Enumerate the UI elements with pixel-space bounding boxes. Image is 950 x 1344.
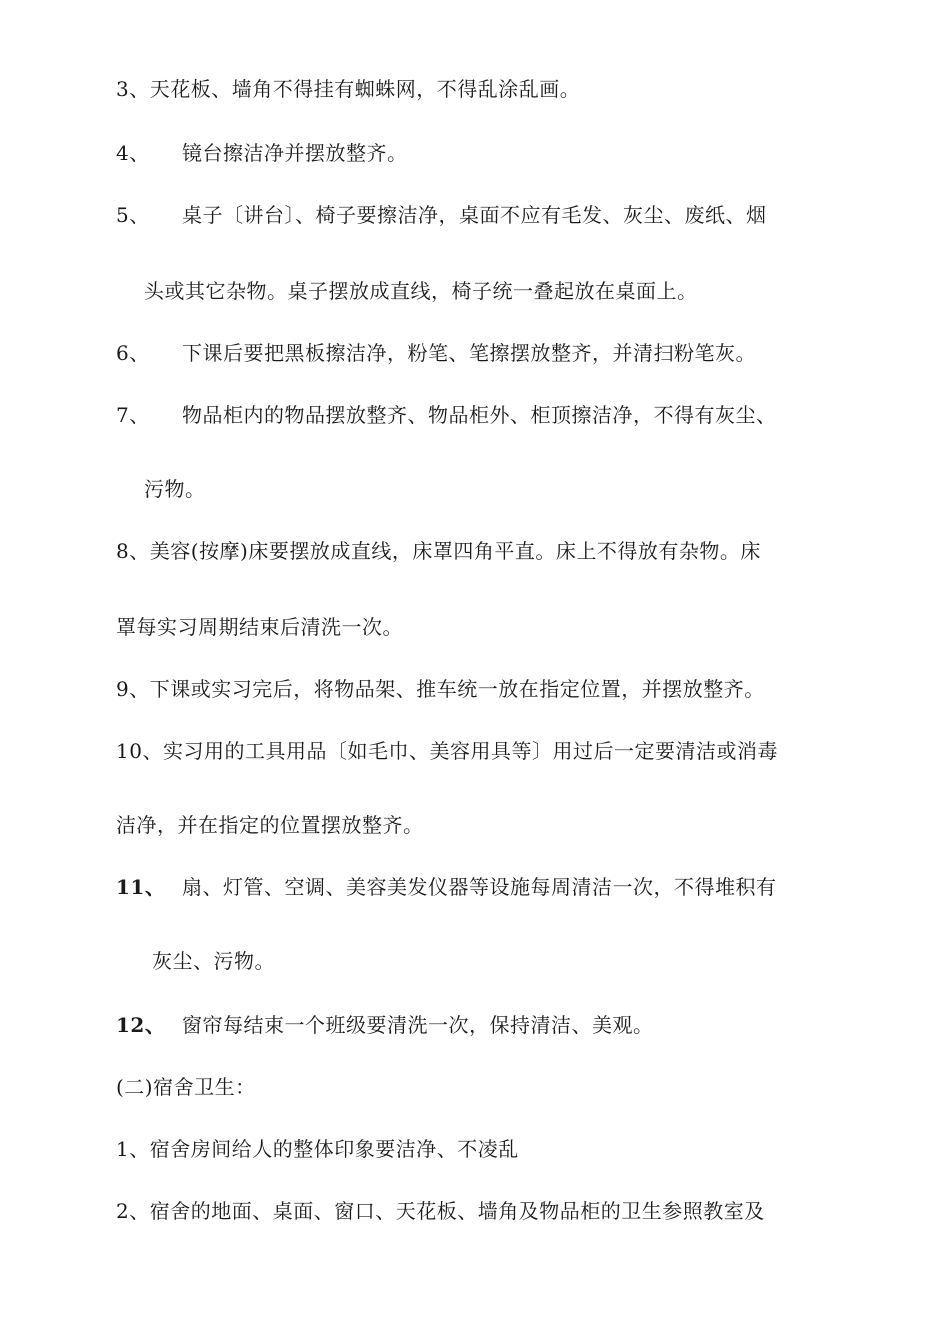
item-text: 天花板、墙角不得挂有蜘蛛网，不得乱涂乱画。 (149, 77, 581, 101)
item-number: 1、 (116, 1137, 150, 1161)
item-number: 3、 (116, 77, 150, 101)
item-number: 2、 (116, 1199, 150, 1223)
item-text: 物品柜内的物品摆放整齐、物品柜外、柜顶擦洁净，不得有灰尘、 (182, 403, 777, 427)
list-item-8 (116, 538, 761, 564)
list-item-11 (116, 874, 777, 900)
list-item-10-continuation (116, 812, 424, 838)
item-text: 桌子〔讲台〕、椅子要擦洁净，桌面不应有毛发、灰尘、废纸、烟 (182, 203, 767, 227)
item-text: 头或其它杂物。桌子摆放成直线，椅子统一叠起放在桌面上。 (144, 279, 698, 303)
item-text: 下课或实习完后，将物品架、推车统一放在指定位置，并摆放整齐。 (149, 677, 765, 701)
item-text: 窗帘每结束一个班级要清洗一次，保持清洁、美观。 (182, 1013, 654, 1037)
list-item-8-continuation (116, 614, 403, 640)
list-item-10 (116, 738, 778, 764)
list-item-7-continuation (144, 476, 206, 502)
dorm-item-2 (116, 1198, 765, 1224)
item-text: 宿舍房间给人的整体印象要洁净、不凌乱 (149, 1137, 519, 1161)
list-item-7 (116, 402, 777, 428)
section-heading-text: (二)宿舍卫生： (116, 1075, 256, 1099)
list-item-4 (116, 140, 408, 166)
item-text: 下课后要把黑板擦洁净，粉笔、笔擦摆放整齐，并清扫粉笔灰。 (182, 341, 756, 365)
item-text: 洁净，并在指定的位置摆放整齐。 (116, 813, 424, 837)
item-text: 罩每实习周期结束后清洗一次。 (116, 615, 403, 639)
item-text: 镜台擦洁净并摆放整齐。 (182, 141, 408, 165)
item-number: 7、 (116, 403, 150, 427)
item-text: 灰尘、污物。 (152, 949, 275, 973)
item-number: 12、 (116, 1013, 166, 1037)
item-number: 6、 (116, 341, 150, 365)
dorm-item-1 (116, 1136, 519, 1162)
item-number: 11、 (116, 875, 166, 899)
item-text: 美容(按摩)床要摆放成直线，床罩四角平直。床上不得放有杂物。床 (149, 539, 761, 563)
list-item-5-continuation (144, 278, 698, 304)
list-item-12 (116, 1012, 654, 1038)
item-number: 4、 (116, 141, 150, 165)
list-item-11-continuation (152, 948, 275, 974)
item-text: 污物。 (144, 477, 206, 501)
item-text: 实习用的工具用品〔如毛巾、美容用具等〕用过后一定要清洁或消毒 (162, 739, 778, 763)
item-number: 8、 (116, 539, 150, 563)
item-text: 宿舍的地面、桌面、窗口、天花板、墙角及物品柜的卫生参照教室及 (149, 1199, 765, 1223)
list-item-6 (116, 340, 756, 366)
item-number: 9、 (116, 677, 150, 701)
list-item-9 (116, 676, 765, 702)
list-item-5 (116, 202, 767, 228)
item-text: 扇、灯管、空调、美容美发仪器等设施每周清洁一次，不得堆积有 (182, 875, 777, 899)
item-number: 5、 (116, 203, 150, 227)
item-number: 10、 (116, 739, 163, 763)
list-item-3 (116, 76, 580, 102)
section-heading-dormitory (116, 1074, 256, 1100)
